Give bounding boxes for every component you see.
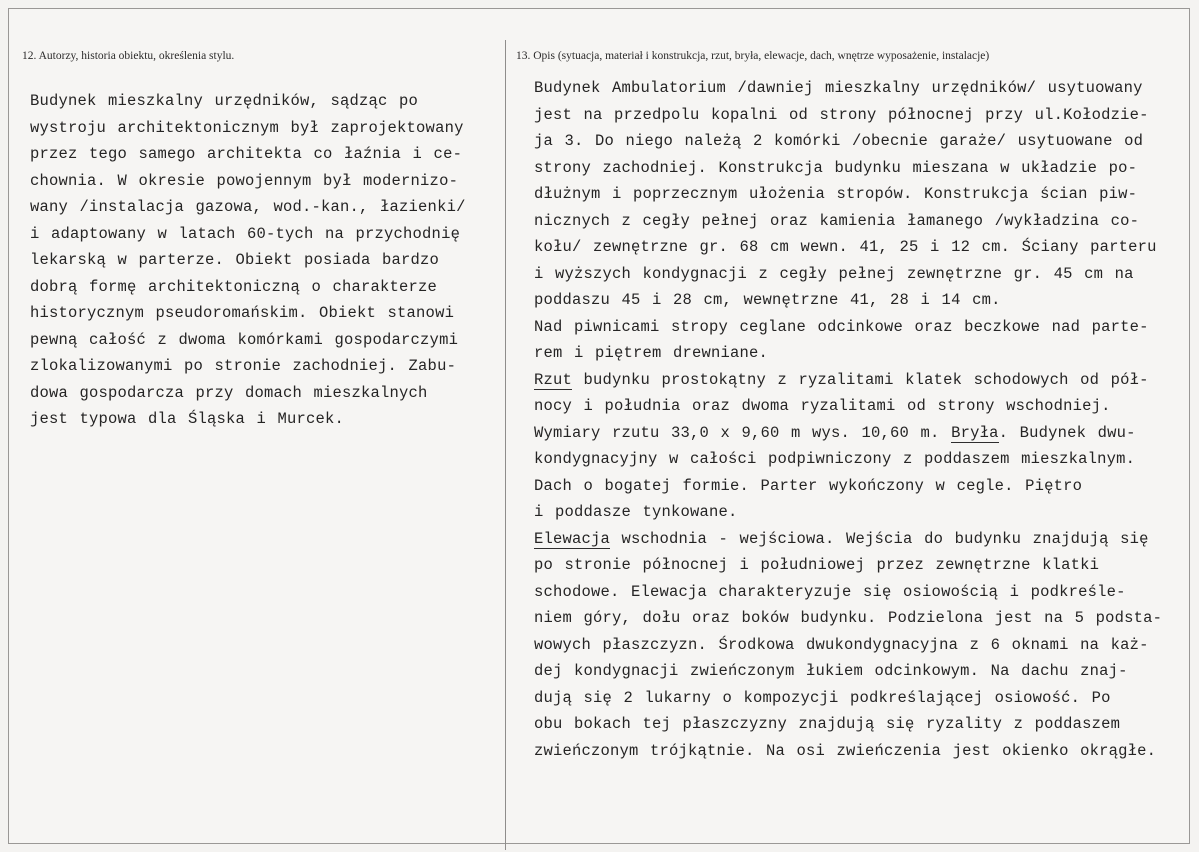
- text-line: dowa gospodarcza przy domach mieszkalnych: [30, 383, 428, 402]
- text-line: ja 3. Do niego należą 2 komórki /obecnie garaże/ usytuowane od: [534, 132, 1144, 150]
- section-12-text: [30, 88, 466, 433]
- text-line: poddaszu 45 i 28 cm, wewnętrzne 41, 28 i 14 cm.: [534, 291, 1001, 309]
- text-line: pewną całość z dwoma komórkami gospodarczymi: [30, 330, 459, 349]
- text-line: dują się 2 lukarny o kompozycji podkreślającej osiowość. Po: [534, 688, 1111, 707]
- text-line: jest na przedpolu kopalni od strony północnej przy ul.Kołodzie-: [534, 105, 1149, 124]
- text-line: wowych płaszczyzn. Środkowa dwukondygnacyjna z 6 oknami na każ-: [534, 635, 1149, 654]
- text-line: historycznym pseudoromańskim. Obiekt stanowi: [30, 304, 455, 322]
- text-line: zwieńczonym trójkątnie. Na osi zwieńczenia jest okienko okrągłe.: [534, 741, 1157, 760]
- text-line: i poddasze tynkowane.: [534, 503, 738, 521]
- text-line: dej kondygnacji zwieńczonym łukiem odcinkowym. Na dachu znaj-: [534, 662, 1128, 680]
- text-line: wystroju architektonicznym był zaprojektowany: [30, 118, 464, 137]
- column-divider: [505, 40, 506, 850]
- text-line: lekarską w parterze. Obiekt posiada bardzo: [30, 251, 440, 269]
- text-line: dobrą formę architektoniczną o charakterze: [30, 277, 438, 296]
- text-line: schodowe. Elewacja charakteryzuje się osiowością i podkreśle-: [534, 582, 1126, 601]
- text-line: po stronie północnej i południowej przez zewnętrzne klatki: [534, 556, 1100, 574]
- section-12-heading: 12. Autorzy, historia obiektu, określenia stylu.: [22, 50, 235, 62]
- text-line: i wyższych kondygnacji z cegły pełnej zewnętrzne gr. 45 cm na: [534, 264, 1134, 283]
- text-line: Budynek mieszkalny urzędników, sądząc po: [30, 92, 419, 110]
- text-line: przez tego samego architekta co łaźnia i ce-: [30, 145, 463, 163]
- underlined-keyword: Rzut: [534, 370, 573, 389]
- text-line: wany /instalacja gazowa, wod.-kan., łazienki/: [30, 198, 466, 216]
- text-line: Budynek Ambulatorium /dawniej mieszkalny urzędników/ usytuowany: [534, 79, 1143, 97]
- underlined-keyword: Elewacja: [534, 529, 611, 548]
- text-line: Wymiary rzutu 33,0 x 9,60 m wys. 10,60 m. Bryła. Budynek dwu-: [534, 423, 1136, 442]
- text-line: zlokalizowanymi po stronie zachodniej. Zabu-: [30, 357, 457, 375]
- text-line: Dach o bogatej formie. Parter wykończony w cegle. Piętro: [534, 476, 1083, 495]
- text-line: jest typowa dla Śląska i Murcek.: [30, 410, 345, 428]
- text-line: strony zachodniej. Konstrukcja budynku mieszana w układzie po-: [534, 158, 1138, 177]
- text-line: kołu/ zewnętrzne gr. 68 cm wewn. 41, 25 i 12 cm. Ściany parteru: [534, 238, 1157, 256]
- text-line: niem góry, dołu oraz boków budynku. Podzielona jest na 5 podsta-: [534, 609, 1163, 627]
- text-line: Elewacja wschodnia - wejściowa. Wejścia do budynku znajdują się: [534, 529, 1149, 548]
- text-line: Rzut budynku prostokątny z ryzalitami klatek schodowych od pół-: [534, 370, 1149, 389]
- text-line: chownia. W okresie powojennym był modernizo-: [30, 171, 459, 190]
- text-line: dłużnym i poprzecznym ułożenia stropów. Konstrukcja ścian piw-: [534, 185, 1138, 203]
- text-line: kondygnacyjny w całości podpiwniczony z poddaszem mieszkalnym.: [534, 450, 1136, 468]
- section-13-text: [534, 75, 1162, 764]
- text-line: nocy i południa oraz dwoma ryzalitami od strony wschodniej.: [534, 397, 1111, 415]
- text-line: obu bokach tej płaszczyzny znajdują się ryzality z poddaszem: [534, 715, 1121, 733]
- text-line: Nad piwnicami stropy ceglane odcinkowe oraz beczkowe nad parte-: [534, 317, 1149, 336]
- section-13-heading: 13. Opis (sytuacja, materiał i konstrukcja, rzut, bryła, elewacje, dach, wnętrze wyposażenie, instalacje): [516, 50, 990, 62]
- text-line: nicznych z cegły pełnej oraz kamienia łamanego /wykładzina co-: [534, 211, 1140, 230]
- text-line: rem i piętrem drewniane.: [534, 344, 769, 362]
- underlined-keyword: Bryła: [951, 423, 999, 442]
- text-line: i adaptowany w latach 60-tych na przychodnię: [30, 224, 461, 243]
